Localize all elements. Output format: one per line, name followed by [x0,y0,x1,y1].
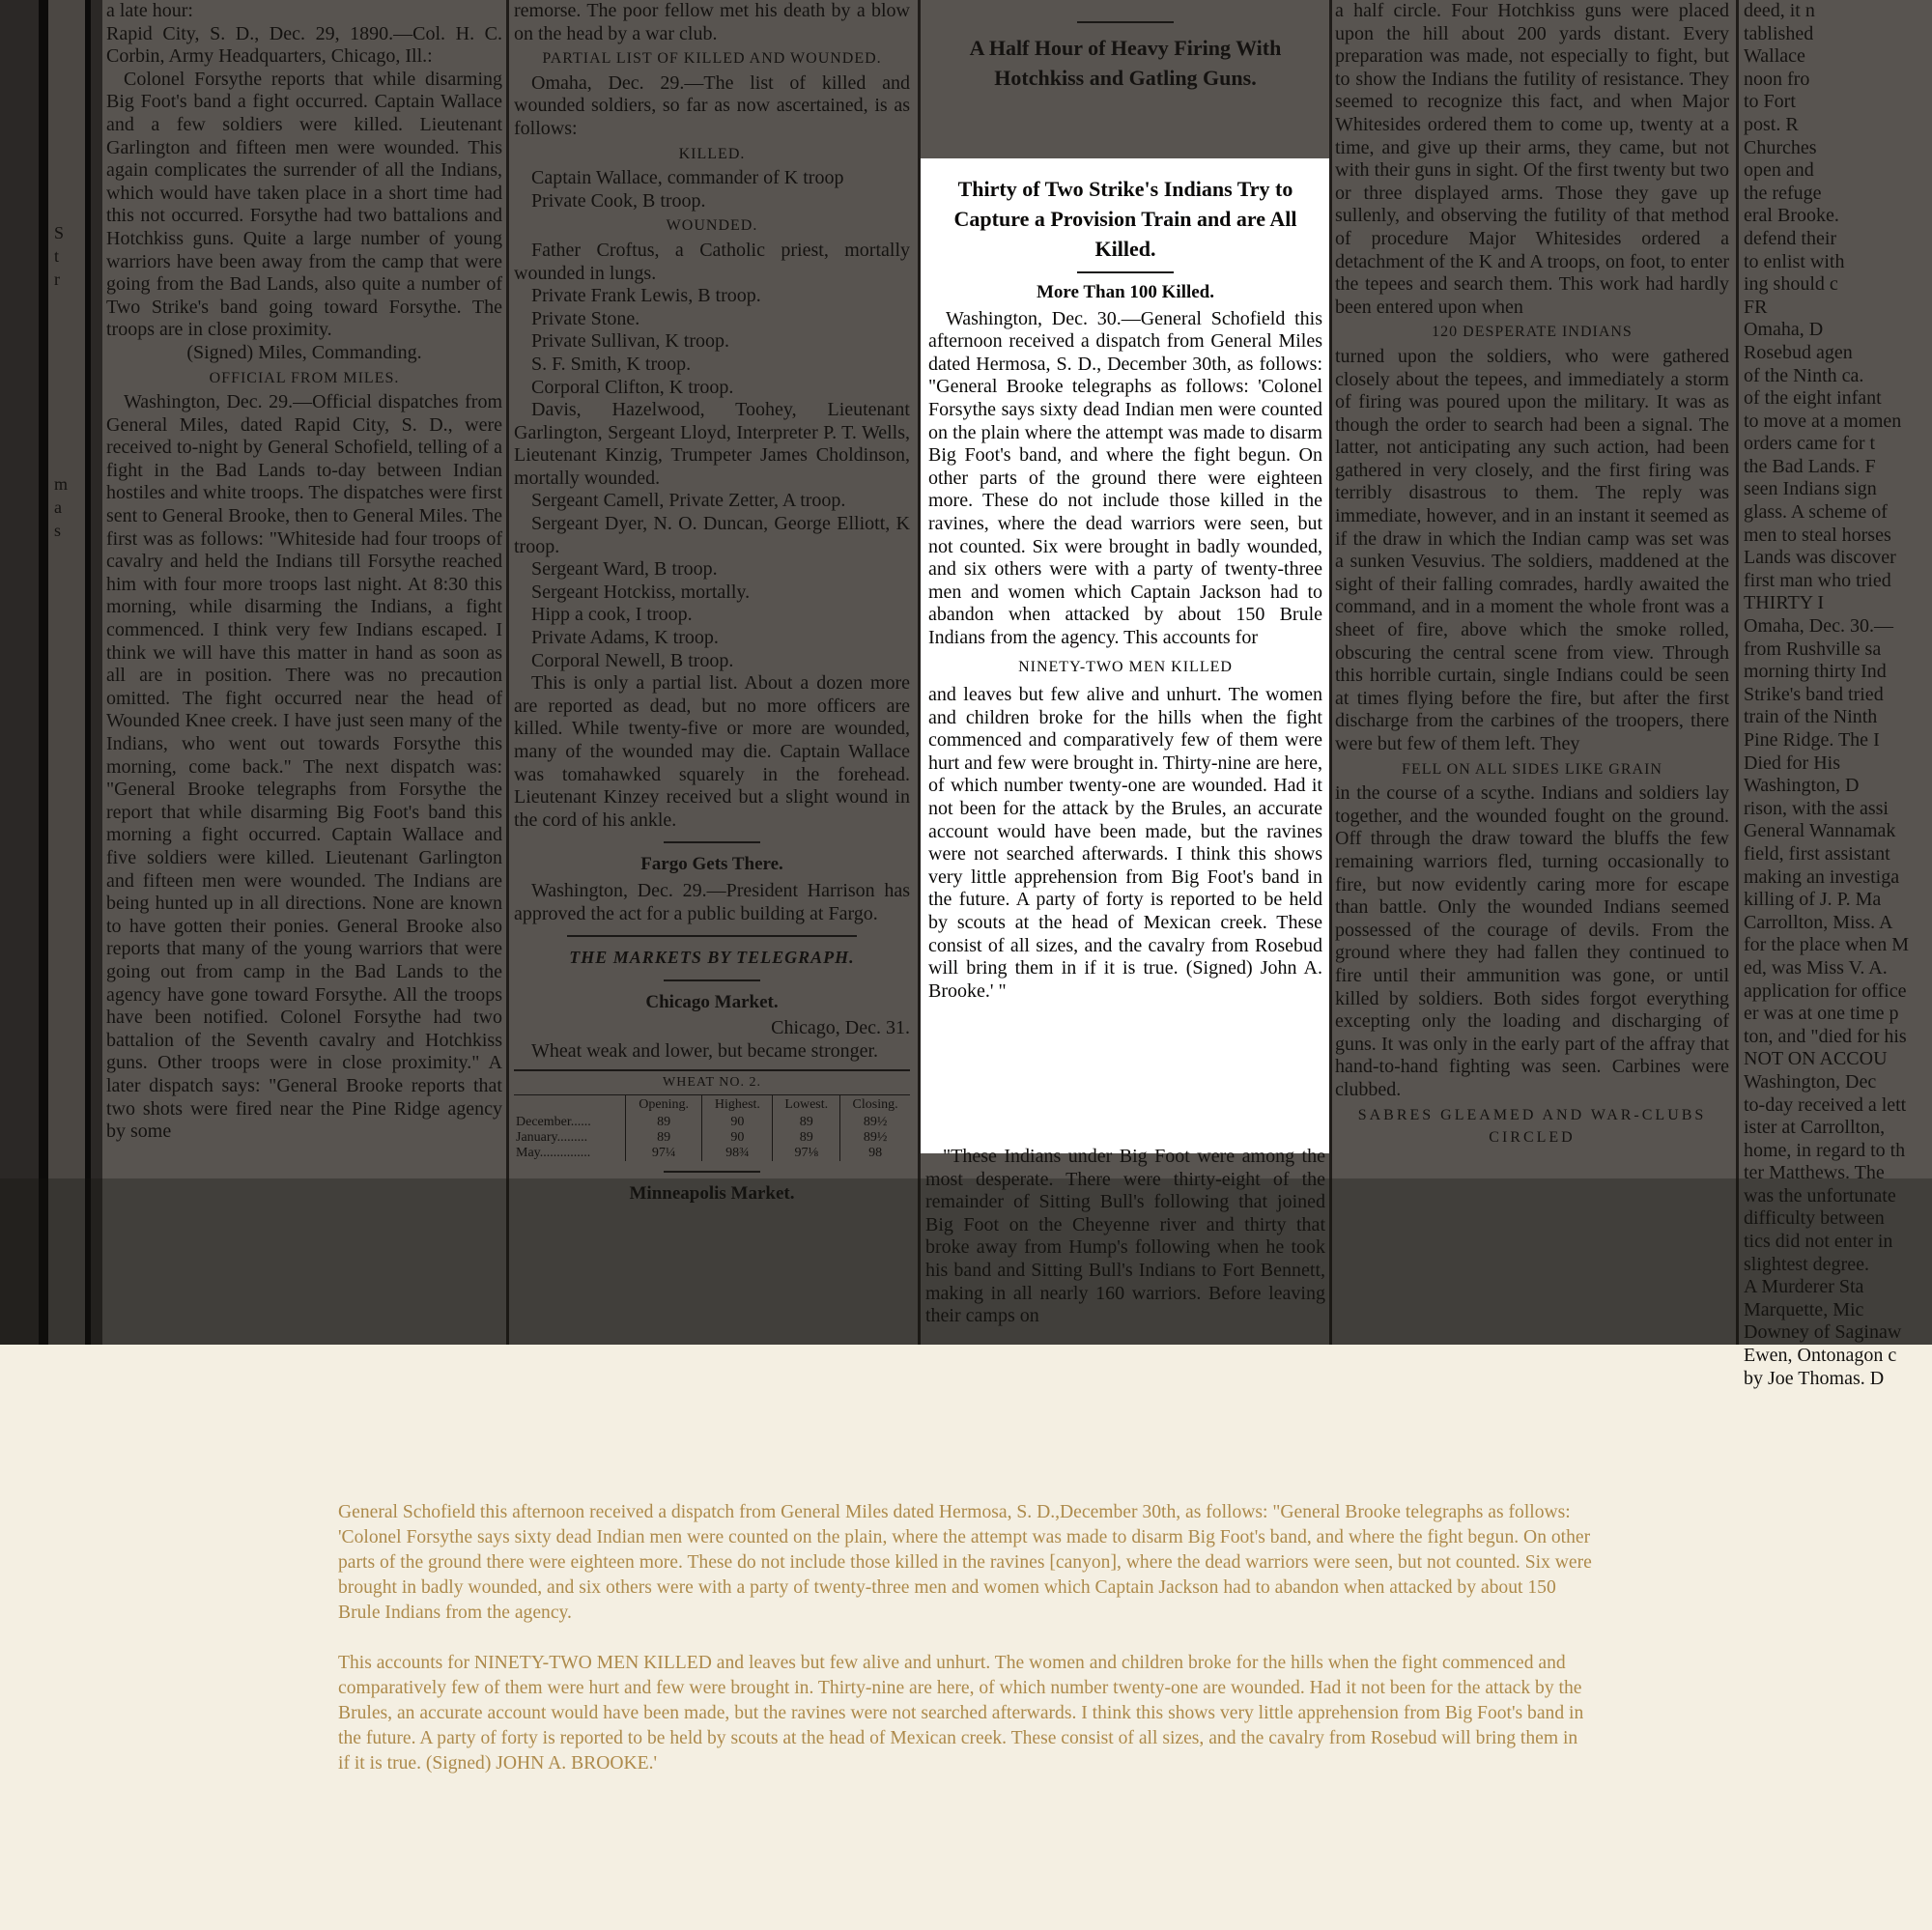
newspaper-column-2 [514,0,910,1345]
casualty-entry: Sergeant Camell, Private Zetter, A troop. [531,490,846,512]
table-row [514,1130,910,1146]
column-line: the Bad Lands. F [1744,455,1876,477]
column-line: difficulty between [1744,1207,1885,1230]
newspaper-column-4 [1335,0,1729,1345]
casualty-entry: Private Sullivan, K troop. [531,330,729,353]
table-header: Opening. [625,1095,702,1115]
section-heading: NINETY-TWO MEN KILLED [1018,658,1233,675]
column-line: train of the Ninth [1744,706,1878,728]
column-line: Strike's band tried [1744,683,1884,705]
table-cell: May............... [516,1145,591,1160]
column-line: for the place when M [1744,934,1910,956]
column-line: Washington, Dec [1744,1070,1877,1093]
article-paragraph: and leaves but few alive and unhurt. The women and children broke for the hills when the fight commenced and comparatively few of them were hurt and few were brought in. Thirty-nine are here, of which number twenty-one are wounded. Had it not been for the attack by the Brules, an accurate account would have been made, but the ravines were not searched afterwards. I think this shows very little apprehension from Big Foot's band in the future. A party of forty is reported to be held by scouts at the head of Mexican creek. These consist of all sizes, and the cavalry from Rosebud will bring them in if it is true. (Signed) John A. Brooke.' " [928,684,1322,1002]
torn-page-edge [0,0,102,1345]
column-line: ter Matthews. The [1744,1162,1885,1184]
edge-fragment: s [54,521,62,540]
newspaper-column-3-top [925,0,1325,158]
newspaper-column-5 [1744,0,1932,1389]
section-heading: 120 DESPERATE INDIANS [1432,324,1633,341]
column-line: Washington, D [1744,775,1860,797]
column-line: slightest degree. [1744,1253,1869,1275]
market-dateline: Chicago, Dec. 31. [771,1017,910,1039]
column-line: rison, with the assi [1744,797,1889,819]
section-heading: Fargo Gets There. [640,854,783,875]
table-header: Closing. [840,1095,910,1115]
casualty-entry: Corporal Newell, B troop. [531,649,734,671]
table-cell: 89 [625,1115,702,1130]
column-line: Ewen, Ontonagon c [1744,1345,1897,1367]
column-line: of the Ninth ca. [1744,364,1864,386]
newspaper-column-1 [106,0,502,1345]
edge-fragment: t [54,246,60,266]
column-line: eral Brooke. [1744,205,1839,227]
article-transcript [338,1500,1594,1802]
transcript-paragraph-1: General Schofield this afternoon received a dispatch from General Miles dated Hermosa, S. D.,December 30th, as follows: "General Brooke telegraphs as follows: 'Colonel Forsythe says sixty dead Indian men were counted on the plain, where the attempt was made to disarm Big Foot's band, and where the fight begun. On other parts of the ground there were eighteen more. These do not include those killed in the ravines [canyon], where the dead warriors were seen, but not counted. Six were brought in badly wounded, and six others were with a party of twenty-three men and women which Captain Jackson had to abandon when attacked by about 150 Brule Indians from the agency. [338,1502,1592,1623]
heading-rule [1077,21,1174,23]
section-heading: SABRES GLEAMED AND WAR-CLUBS CIRCLED [1357,1106,1707,1147]
casualty-entry: Father Croftus, a Catholic priest, mortally wounded in lungs. [514,239,910,284]
column-line: glass. A scheme of [1744,501,1888,524]
table-cell: January......... [516,1129,588,1145]
markets-heading: THE MARKETS BY TELEGRAPH. [569,948,855,968]
column-rule [1329,0,1332,1345]
column-line: Marquette, Mic [1744,1298,1864,1320]
column-line: of the eight infant [1744,387,1882,410]
table-row [514,1115,910,1130]
transcript-paragraph-2: This accounts for NINETY-TWO MEN KILLED and leaves but few alive and unhurt. The women and children broke for the hills when the fight commenced and comparatively few of them were hurt and few were brought in. Thirty-nine are here, of which number twenty-one are wounded. Had it not been for the attack by the Brules, an accurate account would have been made, but the ravines were not searched afterwards. I think this shows very little apprehension from Big Foot's band in the future. A party of forty is reported to be held by scouts at the head of Mexican creek. These consist of all sizes, and the cavalry from Rosebud will bring them in if it is true. (Signed) JOHN A. BROOKE.' [338,1653,1584,1774]
column-line: to-day received a lett [1744,1093,1907,1116]
casualty-entry: Private Frank Lewis, B troop. [531,285,761,307]
column-line: home, in regard to th [1744,1139,1906,1161]
column-line: tics did not enter in [1744,1231,1893,1253]
table-title: WHEAT NO. 2. [514,1069,910,1095]
heading-rule [1077,271,1174,273]
column-rule [1736,0,1739,1345]
column-line: open and [1744,159,1814,182]
column-line: Carrollton, Miss. A [1744,911,1893,933]
edge-fragment: m [54,474,69,494]
column-line: deed, it n [1744,0,1815,21]
heading-rule [664,1171,760,1173]
article-paragraph: Washington, Dec. 30.—General Schofield this afternoon received a dispatch from General Miles dated Hermosa, S. D., December 30th, as follows: "General Brooke telegraphs as follows: 'Colonel Forsythe says sixty dead Indian men were counted on the plain where the attempt was made to disarm Big Foot's band, and where the fight begun. On other parts of the ground there were eighteen more. These do not include those killed in the ravines, where the dead warriors were seen, but not counted. Six were brought in badly wounded, and six others were with a party of twenty-three men and women which Captain Jackson had to abandon when attacked by about 150 Brule Indians from the agency. This accounts for [928,307,1322,648]
column-line: Died for His [1744,752,1840,774]
section-heading: FELL ON ALL SIDES LIKE GRAIN [1402,760,1662,778]
column-line: to enlist with [1744,250,1845,272]
casualty-entry: S. F. Smith, K troop. [531,353,692,375]
column-line: to move at a momen [1744,410,1902,432]
article-paragraph: This is only a partial list. About a dozen more are reported as dead, but no more officers are killed. While twenty-five or more are wounded, many of the wounded may die. Captain Wallace was tomahawked squarely in the forehead. Lieutenant Kinzey received but a slight wound in the cord of his ankle. [514,672,910,831]
table-row [514,1146,910,1161]
casualty-entry: Sergeant Dyer, N. O. Duncan, George Elliott, K troop. [514,513,910,557]
column-line: NOT ON ACCOU [1744,1048,1888,1070]
column-rule [506,0,509,1345]
article-paragraph: Colonel Forsythe reports that while disarming Big Foot's band a fight occurred. Captain Wallace and a few soldiers were killed. Lieutenant Garlington and fifteen men were wounded. This again complicates the surrender of all the Indians, which would have taken place in a short time had this not occurred. Forsythe had two battalions and Hotchkiss guns. Quite a large number of young warriors have been away from the camp that were going from the Bad Lands, also quite a number of Two Strike's band going toward Forsythe. The troops are in close proximity. [106,68,502,341]
article-headline: Thirty of Two Strike's Indians Try to Capture a Provision Train and are All Killed. [953,177,1297,261]
section-heading: Minneapolis Market. [629,1182,795,1204]
casualty-entry: Private Adams, K troop. [531,627,719,649]
edge-fragment: S [54,223,65,242]
casualty-entry: Private Stone. [531,307,640,329]
casualty-entry: Sergeant Hotckiss, mortally. [531,581,751,603]
column-line: application for office [1744,979,1907,1002]
scan-shadow [0,1178,1932,1345]
article-subheadline: More Than 100 Killed. [1036,282,1215,302]
table-cell: 98 [840,1146,910,1161]
column-line: first man who tried [1744,569,1891,591]
column-line: morning thirty Ind [1744,661,1887,683]
casualty-entry: Corporal Clifton, K troop. [531,376,734,398]
casualty-entry: Private Cook, B troop. [531,189,706,212]
table-header: Lowest. [773,1095,840,1115]
column-line: Lands was discover [1744,547,1896,569]
table-header: Highest. [702,1095,773,1115]
tear-line [39,0,48,1345]
column-line: post. R [1744,113,1799,135]
table-cell: 98¾ [702,1146,773,1161]
table-cell: 89½ [840,1130,910,1146]
article-subheadline: A Half Hour of Heavy Firing With Hotchkiss and Gatling Guns. [969,36,1282,90]
column-line: by Joe Thomas. D [1744,1367,1885,1389]
table-cell: 89½ [840,1115,910,1130]
column-line: ister at Carrollton, [1744,1117,1886,1139]
column-line: ing should c [1744,273,1838,296]
column-line: Omaha, Dec. 30.— [1744,615,1893,638]
column-line: field, first assistant [1744,842,1890,865]
table-header [514,1095,625,1115]
casualty-entry: Davis, Hazelwood, Toohey, Lieutenant Garlington, Sergeant Lloyd, Interpreter P. T. Wells, Lieutenant Kinzig, Trumpeter James Choldinson, mortally wounded. [514,399,910,489]
column-line: to Fort [1744,91,1796,113]
heading-rule [567,935,857,937]
section-heading: OFFICIAL FROM MILES. [209,369,400,386]
column-line: defend their [1744,227,1837,249]
column-line: FR [1744,296,1768,318]
heading-rule [664,841,760,843]
table-cell: 97⅛ [773,1146,840,1161]
column-line: Churches [1744,136,1817,158]
column-line: seen Indians sign [1744,478,1877,500]
wheat-price-table [514,1069,910,1161]
killed-heading: KILLED. [678,145,746,162]
dispatch-dateline: Rapid City, S. D., Dec. 29, 1890.—Col. H. C. Corbin, Army Headquarters, Chicago, Ill.: [106,22,502,68]
table-cell: 89 [773,1130,840,1146]
article-paragraph: Omaha, Dec. 29.—The list of killed and wounded soldiers, so far as now ascertained, is as follows: [514,71,910,139]
column-line: men to steal horses [1744,524,1891,546]
column-line: er was at one time p [1744,1003,1899,1025]
section-heading: PARTIAL LIST OF KILLED AND WOUNDED. [542,50,882,68]
column-line: Omaha, D [1744,319,1824,341]
article-paragraph: "These Indians under Big Foot were among the most desperate. There were thirty-eight of the remainder of Sitting Bull's following that joined Big Foot on the Cheyenne river and thirty that broke away from Hump's following when he took his band and Sitting Bull's Indians to Fort Bennett, making in all nearly 160 warriors. Before leaving their camps on [925,1146,1325,1327]
column-line: killing of J. P. Ma [1744,889,1882,911]
column-line: orders came for t [1744,433,1876,455]
table-cell: 89 [773,1115,840,1130]
article-paragraph: Wheat weak and lower, but became stronger. [531,1039,879,1062]
article-paragraph: a half circle. Four Hotchkiss guns were placed upon the hill about 200 yards distant. Every preparation was made, not especially to fight, but to show the Indians the futility of resistance. They seemed to recognize this fact, and when Major Whitesides ordered them to come up, twenty at a time, and give up their arms, they came, but not with their guns in sight. Of the first twenty but two or three displayed arms. Those they gave up sullenly, and observing the futility of that method of procedure Major Whitesides ordered a detachment of the K and A troops, on foot, to enter the tepees and search them. This work had hardly been entered upon when [1335,0,1729,318]
column-line: General Wannamak [1744,820,1896,842]
column-text: remorse. The poor fellow met his death by a blow on the head by a war club. [514,0,910,44]
table-cell: 90 [702,1130,773,1146]
column-line: ed, was Miss V. A. [1744,956,1888,979]
column-line: Downey of Saginaw [1744,1321,1902,1344]
table-cell: December...... [516,1114,591,1129]
edge-fragment: a [54,497,62,517]
table-cell: 89 [625,1130,702,1146]
edge-fragment: r [54,270,60,289]
casualty-entry: Hipp a cook, I troop. [531,604,693,626]
article-paragraph: in the course of a scythe. Indians and soldiers lay together, and the wounded fought on the ground. Off through the draw toward the bluffs the few remaining warriors fled, turning occasionally to fire, but now evidently caring more for escape than battle. Only the wounded Indians seemed possessed of the courage of devils. From the ground where they had fallen they continued to fire until their ammunition was gone, or until killed by soldiers. Both sides forgot everything excepting only the loading and discharging of guns. It was only in the early part of the affray that hand-to-hand fighting was seen. Carbines were clubbed. [1335,782,1729,1100]
column-text: a late hour: [106,0,193,21]
signature-line: (Signed) Miles, Commanding. [186,341,422,363]
column-line: ton, and "died for his [1744,1025,1907,1047]
wounded-heading: WOUNDED. [666,217,758,235]
casualty-entry: Sergeant Ward, B troop. [531,558,718,581]
heading-rule [664,979,760,981]
article-paragraph: turned upon the soldiers, who were gathered closely about the tepees, and immediately a storm of firing was poured upon the military. It was as though the order to search had been a signal. The latter, not anticipating any such action, had been gathered in very closely, and the first firing was terribly disastrous to them. The reply was immediate, however, and in an instant it seemed as if the draw in which the Indian camp was set was a sunken Vesuvius. The soldiers, maddened at the sight of their falling comrades, hardly awaited the command, and in a moment the whole front was a sheet of fire, above which the smoke rolled, obscuring the central scene from view. Through this horrible curtain, single Indians could be seen at times flying before the fire, but after the first discharge from the carbines of the troopers, there were but few of them left. They [1335,345,1729,754]
column-line: Wallace [1744,45,1805,68]
tear-line [85,0,91,1345]
column-line: THIRTY I [1744,592,1825,614]
article-paragraph: Washington, Dec. 29.—President Harrison has approved the act for a public building at Fargo. [514,879,910,924]
article-paragraph: Washington, Dec. 29.—Official dispatches from General Miles, dated Rapid City, S. D., were received to-night by General Schofield, telling of a fight in the Bad Lands to-day between Indian hostiles and white troops. The dispatches were first sent to General Brooke, then to General Miles. The first was as follows: "Whiteside had four troops of cavalry and held the Indians till Forsythe reached him with four more troops last night. At 8:30 this morning, while disarming the Indians, a fight commenced. I think very few Indians escaped. I think we will have this matter in hand as soon as all are in position. There was no precaution omitted. The fight occurred near the head of Wounded Knee creek. I have just seen many of the Indians, who went out towards Forsythe this morning, come back." The next dispatch was: "General Brooke telegraphs from Forsythe the report that while disarming Big Foot's band this morning a fight occurred. Captain Wallace and five soldiers were killed. Lieutenant Garlington and fifteen men were wounded. The Indians are being hunted up in all directions. None are known to have gotten their ponies. General Brooke also reports that many of the young warriors that were going out from camp in the Bad Lands to the agency have gone toward Forsythe. All the troops have been notified. Colonel Forsythe had two battalion of the Seventh cavalry and Hotchkiss guns. Other troops were in close proximity." A later dispatch says: "General Brooke reports that two shots were fired near the Pine Ridge agency by some [106,391,502,1143]
column-line: making an investiga [1744,866,1900,888]
column-line: tablished [1744,22,1814,44]
column-line: was the unfortunate [1744,1184,1896,1206]
highlighted-article [921,158,1330,1153]
table-cell: 90 [702,1115,773,1130]
section-heading: Chicago Market. [645,991,779,1012]
column-line: Pine Ridge. The I [1744,729,1880,751]
casualty-entry: Captain Wallace, commander of K troop [531,167,844,189]
column-line: noon fro [1744,68,1810,90]
column-line: the refuge [1744,182,1822,204]
column-line: Rosebud agen [1744,341,1853,363]
table-cell: 97¼ [625,1146,702,1161]
column-line: from Rushville sa [1744,638,1882,660]
column-line: A Murderer Sta [1744,1276,1864,1298]
